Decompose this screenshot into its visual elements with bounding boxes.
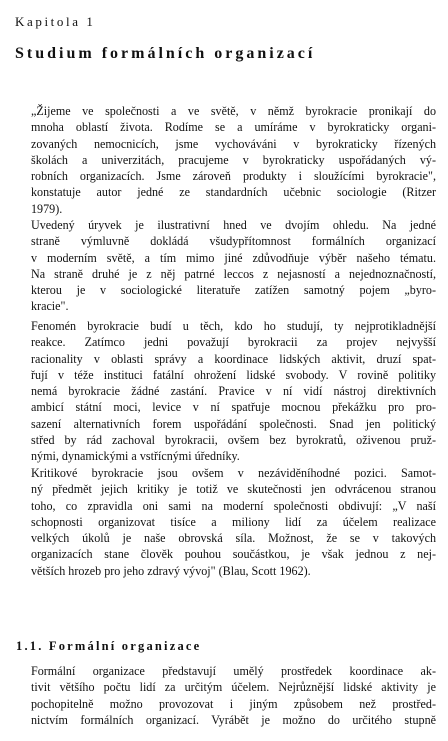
paragraph-line: straně výmluvně dokládá všudypřítomnost formálních organizací — [31, 234, 436, 249]
paragraph-3 — [16, 318, 436, 464]
paragraph-line: Uvedený úryvek je ilustrativní hned ve dvojím ohledu. Na jedné — [31, 218, 436, 232]
paragraph-line: kracie". — [31, 299, 69, 314]
paragraph-line: sazení alternativních forem uspořádání společnosti. Snad jen politický — [31, 416, 436, 431]
paragraph-line: školách a univerzitách, pracujeme v byrokraticky uspořádaných vý- — [31, 152, 436, 167]
paragraph-line: organizacích stane člověk pouhou součástkou, je však jednou z nej- — [31, 547, 436, 562]
paragraph-line: nými, dynamickými a vstřícnými úředníky. — [31, 449, 240, 463]
paragraph-line: pochopitelně možno provozovat i jiným způsobem než prostřed- — [31, 696, 436, 711]
paragraph-line: ný předmět jejich kritiky je totiž ve skutečnosti jen odvrácenou stranou — [31, 482, 436, 497]
paragraph-line: nictvím formálních organizací. Vyrábět je možno do určitého stupně — [31, 712, 436, 727]
paragraph-line: kterou je v sociologické literatuře zatížen samotný pojem „byro- — [31, 283, 436, 297]
paragraph-line: velkých úkolů je naše obrovská síla. Možnost, že se v takových — [31, 531, 436, 545]
paragraph-line: Kritikové byrokracie jsou ovšem v nezáviděníhodné pozici. Samot- — [31, 466, 436, 480]
paragraph-line: Na straně druhé je z něj patrné leccos z nejasností a nejednoznačností, — [31, 266, 436, 281]
paragraph-line: 1979). — [31, 201, 63, 216]
paragraph-line: racionality v oblasti správy a koordinace lidských aktivit, druzí spat- — [31, 351, 436, 366]
paragraph-line: robních organizacích. Jsme zároveň produkty i sloužícími byrokracie", — [31, 169, 436, 183]
section-paragraph — [16, 663, 436, 728]
paragraph-2 — [16, 217, 436, 315]
paragraph-line: tivit většího počtu lidí za určitým účelem. Nejrůznější lidské aktivity je — [31, 680, 436, 695]
paragraph-line: „Žijeme ve společnosti a ve světě, v němž byrokracie pronikají do — [31, 104, 436, 118]
paragraph-line: reakce. Zatímco jedni považují byrokracii za projev nejvyšší — [31, 335, 436, 350]
paragraph-line: řují v téže instituci fatální ohrožení lidské svobody. V rovině politiky — [31, 367, 436, 382]
paragraph-line: zovaných nemocnicích, jsme vychováváni v byrokraticky řízených — [31, 136, 436, 151]
section-heading: 1.1. Formální organizace — [16, 639, 202, 653]
paragraph-line: ambicí státní moci, levice v ní spatřuje mocnou překážku pro pro- — [31, 400, 436, 415]
paragraph-line: v moderním světě, a tím mimo jiné zdůvodňuje výběr našeho tématu. — [31, 250, 436, 265]
paragraph-line: Fenomén byrokracie budí u těch, kdo ho studují, ty nejprotikladnější — [31, 319, 436, 333]
paragraph-1 — [16, 103, 436, 217]
paragraph-line: konstatuje autor jedné ze standardních učebnic sociologie (Ritzer — [31, 185, 436, 200]
paragraph-line: nemá byrokracie žádné zastání. Pravice v ní vidí nástroj direktivních — [31, 384, 436, 398]
chapter-label: Kapitola 1 — [15, 14, 96, 29]
paragraph-4 — [16, 465, 436, 579]
paragraph-line: schopnosti organizovat tisíce a miliony lidí za účelem realizace — [31, 514, 436, 529]
paragraph-line: toho, co zpravidla oni sami na moderní společnosti obdivují: „V naší — [31, 498, 436, 513]
paragraph-line: mnoha oblastí života. Rodíme se a umíráme v byrokraticky organi- — [31, 120, 436, 135]
paragraph-line: větších hrozeb pro jeho zdravý vývoj" (Blau, Scott 1962). — [31, 563, 311, 578]
paragraph-line: střed by rád zachoval byrokracii, ovšem bez byrokratů, oživenou pruž- — [31, 432, 436, 447]
paragraph-line: Formální organizace představují umělý prostředek koordinace ak- — [31, 664, 436, 678]
chapter-title: Studium formálních organizací — [15, 45, 316, 62]
